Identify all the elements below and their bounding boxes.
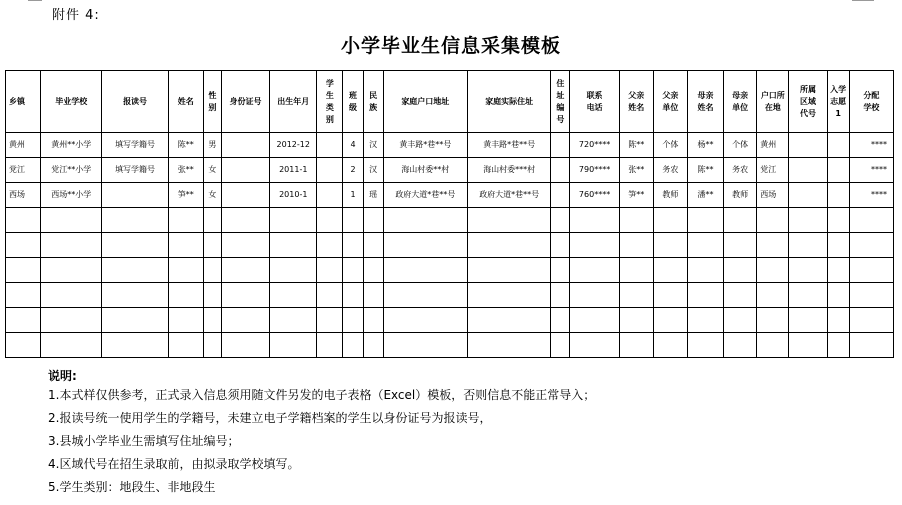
column-header: 父亲姓名 — [619, 71, 653, 133]
table-cell[interactable]: 黄州 — [757, 133, 789, 158]
table-cell[interactable] — [789, 258, 827, 283]
table-cell[interactable] — [317, 233, 343, 258]
table-cell[interactable] — [724, 208, 757, 233]
table-cell[interactable] — [102, 283, 168, 308]
table-cell[interactable]: 女 — [203, 183, 221, 208]
table-cell[interactable] — [317, 158, 343, 183]
table-cell[interactable]: 汉 — [363, 158, 383, 183]
table-cell[interactable]: 务农 — [724, 158, 757, 183]
column-header: 所属区域代号 — [789, 71, 827, 133]
table-cell[interactable] — [317, 133, 343, 158]
table-cell[interactable] — [203, 333, 221, 358]
table-cell[interactable] — [789, 308, 827, 333]
table-cell[interactable] — [827, 133, 849, 158]
table-cell[interactable] — [6, 208, 41, 233]
table-cell[interactable] — [221, 333, 269, 358]
table-cell[interactable]: 瑶 — [363, 183, 383, 208]
table-cell[interactable] — [619, 333, 653, 358]
table-cell[interactable]: 党江 — [6, 158, 41, 183]
table-cell[interactable]: **** — [849, 183, 893, 208]
table-cell[interactable] — [570, 208, 619, 233]
table-cell[interactable] — [343, 283, 363, 308]
column-header: 性别 — [203, 71, 221, 133]
table-cell[interactable] — [849, 208, 893, 233]
table-cell[interactable] — [102, 258, 168, 283]
column-header: 姓名 — [168, 71, 203, 133]
table-row — [6, 233, 894, 258]
table-row — [6, 158, 894, 183]
table-cell[interactable]: 汉 — [363, 133, 383, 158]
table-row — [6, 283, 894, 308]
table-cell[interactable] — [827, 283, 849, 308]
table-cell[interactable] — [789, 233, 827, 258]
table-cell[interactable] — [653, 308, 687, 333]
table-cell[interactable] — [383, 258, 467, 283]
table-cell[interactable] — [383, 308, 467, 333]
table-body — [6, 133, 894, 358]
table-cell[interactable] — [551, 233, 570, 258]
table-cell[interactable] — [270, 258, 317, 283]
table-cell[interactable]: 教师 — [653, 183, 687, 208]
table-cell[interactable] — [653, 258, 687, 283]
table-cell[interactable]: 政府大道*巷**号 — [468, 183, 551, 208]
table-cell[interactable] — [221, 208, 269, 233]
note-item: 3.县城小学毕业生需填写住址编号； — [48, 434, 240, 448]
table-cell[interactable]: 杨** — [687, 133, 723, 158]
table-cell[interactable] — [41, 233, 102, 258]
table-cell[interactable] — [270, 208, 317, 233]
table-cell[interactable] — [757, 208, 789, 233]
table-cell[interactable] — [6, 333, 41, 358]
column-header: 父亲单位 — [653, 71, 687, 133]
table-cell[interactable] — [468, 333, 551, 358]
table-cell[interactable]: 海山村委***村 — [468, 158, 551, 183]
table-row — [6, 333, 894, 358]
table-cell[interactable] — [619, 233, 653, 258]
table-cell[interactable] — [6, 233, 41, 258]
table-cell[interactable]: 潘** — [687, 183, 723, 208]
note-item: 5.学生类别：地段生、非地段生 — [48, 480, 216, 494]
table-cell[interactable]: 720**** — [570, 133, 619, 158]
table-cell[interactable]: 2010-1 — [270, 183, 317, 208]
table-cell[interactable] — [789, 333, 827, 358]
table-cell[interactable] — [317, 283, 343, 308]
top-rule-left — [28, 0, 42, 1]
table-cell[interactable]: **** — [849, 158, 893, 183]
table-cell[interactable] — [827, 183, 849, 208]
table-cell[interactable] — [270, 233, 317, 258]
table-cell[interactable] — [653, 233, 687, 258]
table-cell[interactable] — [363, 283, 383, 308]
table-cell[interactable] — [383, 208, 467, 233]
table-cell[interactable] — [570, 308, 619, 333]
table-cell[interactable]: 西场 — [757, 183, 789, 208]
table-cell[interactable] — [724, 333, 757, 358]
table-row — [6, 183, 894, 208]
table-cell[interactable] — [687, 208, 723, 233]
table-cell[interactable] — [168, 283, 203, 308]
table-cell[interactable] — [849, 333, 893, 358]
table-cell[interactable] — [687, 233, 723, 258]
table-cell[interactable] — [724, 308, 757, 333]
table-cell[interactable] — [221, 308, 269, 333]
table-cell[interactable] — [343, 333, 363, 358]
table-cell[interactable] — [363, 258, 383, 283]
table-cell[interactable] — [687, 283, 723, 308]
table-cell[interactable]: 黄州 — [6, 133, 41, 158]
table-row — [6, 308, 894, 333]
column-header: 母亲姓名 — [687, 71, 723, 133]
table-cell[interactable] — [102, 183, 168, 208]
table-cell[interactable] — [687, 333, 723, 358]
table-cell[interactable] — [468, 233, 551, 258]
table-cell[interactable] — [383, 333, 467, 358]
table-cell[interactable] — [849, 258, 893, 283]
table-cell[interactable] — [343, 233, 363, 258]
table-cell[interactable]: 党江 — [757, 158, 789, 183]
table-cell[interactable] — [363, 333, 383, 358]
attachment-label: 附件 4: — [52, 8, 100, 23]
column-header: 出生年月 — [270, 71, 317, 133]
table-cell[interactable]: 女 — [203, 158, 221, 183]
table-cell[interactable]: 海山村委**村 — [383, 158, 467, 183]
table-cell[interactable] — [827, 258, 849, 283]
table-cell[interactable]: 教师 — [724, 183, 757, 208]
table-cell[interactable] — [687, 258, 723, 283]
table-cell[interactable] — [724, 233, 757, 258]
table-cell[interactable] — [168, 308, 203, 333]
table-cell[interactable] — [317, 208, 343, 233]
table-cell[interactable]: 790**** — [570, 158, 619, 183]
table-cell[interactable] — [849, 283, 893, 308]
table-cell[interactable] — [203, 308, 221, 333]
table-cell[interactable] — [221, 158, 269, 183]
table-cell[interactable] — [757, 308, 789, 333]
table-cell[interactable] — [551, 208, 570, 233]
table-cell[interactable] — [102, 208, 168, 233]
table-cell[interactable] — [653, 283, 687, 308]
table-cell[interactable] — [383, 233, 467, 258]
table-cell[interactable]: 陈** — [168, 133, 203, 158]
table-cell[interactable] — [468, 283, 551, 308]
table-cell[interactable] — [102, 308, 168, 333]
table-cell[interactable]: 政府大道*巷**号 — [383, 183, 467, 208]
table-cell[interactable] — [570, 333, 619, 358]
table-cell[interactable]: 男 — [203, 133, 221, 158]
table-cell[interactable] — [168, 233, 203, 258]
table-cell[interactable] — [551, 258, 570, 283]
table-cell[interactable] — [789, 283, 827, 308]
table-cell[interactable] — [789, 158, 827, 183]
table-cell[interactable]: 2012-12 — [270, 133, 317, 158]
table-cell[interactable] — [551, 283, 570, 308]
table-cell[interactable] — [827, 233, 849, 258]
table-cell[interactable] — [270, 333, 317, 358]
table-cell[interactable] — [827, 158, 849, 183]
table-cell[interactable]: 笋** — [619, 183, 653, 208]
column-header: 毕业学校 — [41, 71, 102, 133]
table-row — [6, 133, 894, 158]
column-header: 住址编号 — [551, 71, 570, 133]
notes-section — [48, 368, 595, 499]
table-cell[interactable]: 2 — [343, 158, 363, 183]
note-item: 1.本式样仅供参考，正式录入信息须用随文件另发的电子表格（Excel）模板，否则信息不能正常导入； — [48, 388, 596, 402]
table-cell[interactable] — [724, 283, 757, 308]
table-cell[interactable] — [757, 283, 789, 308]
notes-heading: 说明: — [48, 369, 77, 383]
table-cell[interactable] — [363, 208, 383, 233]
table-cell[interactable] — [168, 208, 203, 233]
table-cell[interactable] — [570, 283, 619, 308]
column-header: 家庭实际住址 — [468, 71, 551, 133]
table-cell[interactable] — [849, 233, 893, 258]
table-cell[interactable] — [619, 208, 653, 233]
table-cell[interactable] — [168, 258, 203, 283]
column-header: 分配学校 — [849, 71, 893, 133]
table-cell[interactable]: 西场 — [6, 183, 41, 208]
table-cell[interactable] — [757, 333, 789, 358]
table-cell[interactable]: **** — [849, 133, 893, 158]
note-item: 4.区域代号在招生录取前，由拟录取学校填写。 — [48, 457, 300, 471]
column-header: 户口所在地 — [757, 71, 789, 133]
table-cell[interactable] — [317, 183, 343, 208]
table-cell[interactable] — [570, 258, 619, 283]
table-cell[interactable] — [41, 333, 102, 358]
table-cell[interactable]: 西场**小学 — [41, 183, 102, 208]
column-header: 学生类别 — [317, 71, 343, 133]
table-cell[interactable] — [551, 333, 570, 358]
column-header: 民族 — [363, 71, 383, 133]
table-cell[interactable]: 张** — [619, 158, 653, 183]
table-cell[interactable] — [221, 258, 269, 283]
table-cell[interactable] — [827, 308, 849, 333]
table-cell[interactable]: 陈** — [687, 158, 723, 183]
table-cell[interactable] — [551, 183, 570, 208]
info-collection-table — [5, 70, 894, 358]
table-cell[interactable] — [757, 233, 789, 258]
table-cell[interactable] — [343, 258, 363, 283]
table-cell[interactable] — [203, 283, 221, 308]
table-cell[interactable] — [168, 333, 203, 358]
table-cell[interactable] — [619, 283, 653, 308]
table-cell[interactable] — [468, 308, 551, 333]
table-row — [6, 208, 894, 233]
table-cell[interactable] — [789, 183, 827, 208]
table-cell[interactable] — [687, 308, 723, 333]
table-cell[interactable]: 党江**小学 — [41, 158, 102, 183]
column-header: 乡镇 — [6, 71, 41, 133]
table-cell[interactable] — [221, 233, 269, 258]
table-cell[interactable] — [789, 133, 827, 158]
table-cell[interactable] — [570, 233, 619, 258]
table-cell[interactable] — [317, 258, 343, 283]
top-rule-right — [852, 0, 874, 1]
table-cell[interactable] — [317, 308, 343, 333]
table-cell[interactable] — [41, 308, 102, 333]
table-cell[interactable] — [343, 308, 363, 333]
table-header-row — [6, 71, 894, 133]
table-cell[interactable] — [619, 308, 653, 333]
table-cell[interactable] — [551, 308, 570, 333]
table-cell[interactable] — [203, 258, 221, 283]
table-cell[interactable] — [653, 333, 687, 358]
table-cell[interactable] — [221, 133, 269, 158]
table-cell[interactable] — [619, 258, 653, 283]
table-cell[interactable] — [41, 258, 102, 283]
table-cell[interactable] — [724, 258, 757, 283]
table-cell[interactable]: 黄丰路*巷**号 — [468, 133, 551, 158]
table-cell[interactable] — [221, 183, 269, 208]
column-header: 联系电话 — [570, 71, 619, 133]
table-cell[interactable]: 1 — [343, 183, 363, 208]
column-header: 家庭户口地址 — [383, 71, 467, 133]
table-cell[interactable] — [551, 158, 570, 183]
table-cell[interactable] — [551, 133, 570, 158]
table-cell[interactable] — [757, 258, 789, 283]
table-cell[interactable] — [383, 283, 467, 308]
table-cell[interactable] — [653, 208, 687, 233]
table-cell[interactable]: 务农 — [653, 158, 687, 183]
table-cell[interactable] — [203, 208, 221, 233]
table-cell[interactable] — [6, 258, 41, 283]
table-cell[interactable] — [102, 233, 168, 258]
table-cell[interactable] — [102, 333, 168, 358]
table-cell[interactable]: 黄州**小学 — [41, 133, 102, 158]
table-cell[interactable] — [827, 208, 849, 233]
column-header: 入学志愿1 — [827, 71, 849, 133]
table-cell[interactable] — [221, 283, 269, 308]
table-cell[interactable]: 笋** — [168, 183, 203, 208]
table-cell[interactable] — [270, 308, 317, 333]
column-header: 身份证号 — [221, 71, 269, 133]
table-row — [6, 258, 894, 283]
page-title: 小学毕业生信息采集模板 — [340, 35, 561, 57]
table-cell[interactable] — [270, 283, 317, 308]
note-item: 2.报读号统一使用学生的学籍号，未建立电子学籍档案的学生以身份证号为报读号， — [48, 411, 492, 425]
table-cell[interactable]: 4 — [343, 133, 363, 158]
table-cell[interactable] — [468, 208, 551, 233]
table-cell[interactable]: 760**** — [570, 183, 619, 208]
table-cell[interactable]: 填写学籍号 — [102, 158, 168, 183]
table-cell[interactable] — [6, 308, 41, 333]
table-cell[interactable] — [468, 258, 551, 283]
table-cell[interactable] — [317, 333, 343, 358]
table-cell[interactable] — [363, 308, 383, 333]
table-cell[interactable] — [6, 283, 41, 308]
column-header: 班级 — [343, 71, 363, 133]
table-cell[interactable]: 个体 — [653, 133, 687, 158]
table-cell[interactable]: 2011-1 — [270, 158, 317, 183]
table-cell[interactable] — [203, 233, 221, 258]
table-cell[interactable]: 张** — [168, 158, 203, 183]
table-cell[interactable] — [41, 208, 102, 233]
table-cell[interactable] — [827, 333, 849, 358]
table-cell[interactable] — [363, 233, 383, 258]
table-cell[interactable]: 陈** — [619, 133, 653, 158]
table-cell[interactable] — [41, 283, 102, 308]
table-cell[interactable]: 个体 — [724, 133, 757, 158]
table-cell[interactable] — [849, 308, 893, 333]
table-cell[interactable] — [789, 208, 827, 233]
table-cell[interactable]: 填写学籍号 — [102, 133, 168, 158]
column-header: 母亲单位 — [724, 71, 757, 133]
column-header: 报读号 — [102, 71, 168, 133]
table-cell[interactable] — [343, 208, 363, 233]
table-cell[interactable]: 黄丰路*巷**号 — [383, 133, 467, 158]
